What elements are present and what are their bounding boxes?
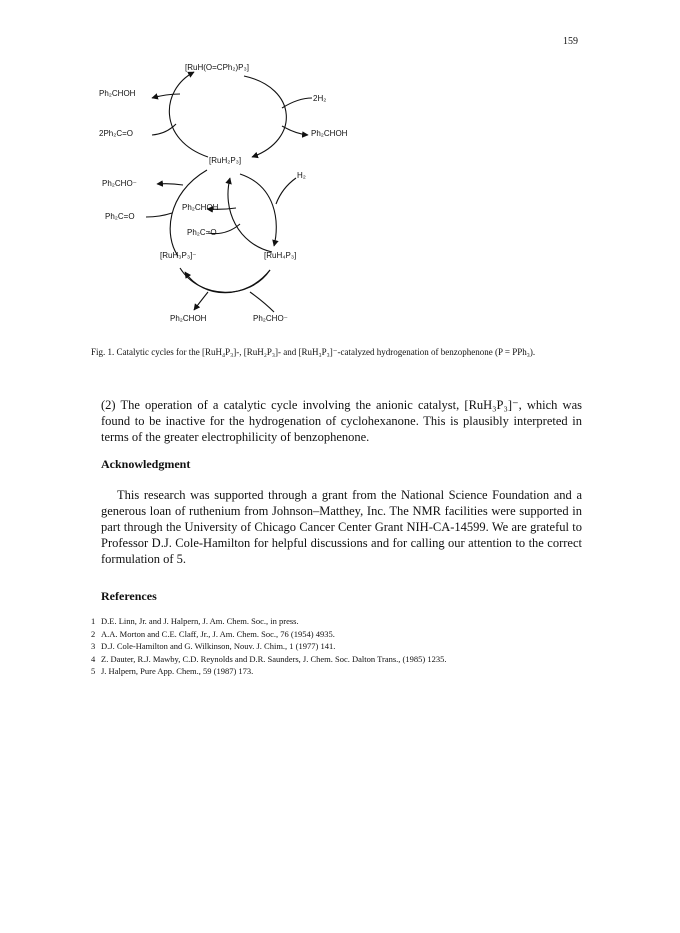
label-ph2co-mid: Ph₂C=O — [187, 228, 217, 237]
label-ph2co-left: Ph₂C=O — [105, 212, 135, 221]
label-ruh2p3: [RuH₂P₃] — [209, 156, 242, 165]
reference-number: 4 — [91, 653, 96, 664]
label-ph2cho-anion-bottom: Ph₂CHO⁻ — [253, 314, 288, 323]
arrow-from-2h2 — [282, 98, 312, 108]
reference-number: 3 — [91, 641, 96, 652]
reference-text: D.J. Cole-Hamilton and G. Wilkinson, Nouv. J. Chim., 1 (1977) 141. — [101, 641, 336, 652]
reference-number: 5 — [91, 666, 96, 677]
reference-number: 1 — [91, 616, 96, 626]
label-2h2: 2H₂ — [313, 94, 327, 103]
arrow-to-ph2choh-right — [282, 126, 308, 135]
reference-item — [91, 615, 586, 628]
bottom-left-arc — [180, 268, 270, 292]
label-ph2choh-bottom: Ph₂CHOH — [170, 314, 207, 323]
reference-text: D.E. Linn, Jr. and J. Halpern, J. Am. Chem. Soc., in press. — [101, 616, 299, 626]
upper-cycle-right-arc — [244, 76, 286, 157]
arrow-from-h2 — [276, 178, 296, 204]
arrow-from-ph2co-left — [146, 213, 172, 217]
arrow-to-ph2choh-bottom — [194, 292, 208, 310]
reference-item — [91, 640, 586, 653]
label-ruh4p3: [RuH₄P₃] — [264, 251, 297, 260]
lower-left-arc — [170, 170, 207, 256]
catalytic-cycle-figure — [0, 0, 680, 340]
cycle-arrows — [0, 0, 680, 340]
reference-list — [91, 615, 586, 678]
label-ph2choh-top-left: Ph₂CHOH — [99, 89, 136, 98]
reference-text: Z. Dauter, R.J. Mawby, C.D. Reynolds and D.R. Saunders, J. Chem. Soc. Dalton Trans., (1985) 1235. — [101, 653, 447, 664]
figure-caption: Fig. 1. Catalytic cycles for the [RuH₄P₃]-, [RuH₂P₃]- and [RuH₃P₃]⁻-catalyzed hydrogenation of benzophenone (P = PPh₃). — [91, 347, 536, 357]
reference-text: A.A. Morton and C.E. Claff, Jr., J. Am. Chem. Soc., 76 (1954) 4935. — [101, 628, 335, 639]
reference-text: J. Halpern, Pure App. Chem., 59 (1987) 173. — [101, 666, 254, 677]
bottom-right-arc — [185, 270, 270, 293]
paragraph-anionic-catalyst: (2) The operation of a catalytic cycle involving the anionic catalyst, [RuH₃P₃]⁻, which was found to be inactive for the hydrogenation of cyclohexanone. This is plausibly interpreted in terms of the greater electrophilicity of benzophenone. — [101, 398, 582, 444]
page-number: 159 — [563, 36, 578, 47]
paragraph-acknowledgment: This research was supported through a grant from the National Science Foundation and a generous loan of ruthenium from Johnson–Matthey, Inc. The NMR facilities were supported in part through the University of Chicago Cancer Center Grant NIH-CA-14599. We are grateful to Professor D.J. Cole-Hamilton for helpful discussions and for calling our attention to the correct formulation of 5. — [101, 488, 582, 566]
arrow-to-ph2cho-anion — [157, 184, 183, 185]
label-ph2choh-mid: Ph₂CHOH — [182, 203, 219, 212]
label-ph2choh-top-right: Ph₂CHOH — [311, 129, 348, 138]
label-2ph2co: 2Ph₂C=O — [99, 129, 134, 138]
upper-cycle-left-arc — [169, 72, 208, 157]
reference-item — [91, 653, 586, 666]
ruh2p3-to-ruh4p3-arc — [240, 174, 276, 246]
ruh4p3-to-ruh2p3-arc — [228, 178, 272, 252]
label-h2: H₂ — [297, 171, 306, 180]
heading-references: References — [101, 589, 157, 603]
reference-number: 2 — [91, 628, 96, 639]
reference-item — [91, 665, 586, 678]
arrow-to-ph2choh-top — [152, 94, 180, 98]
label-ph2cho-anion-left: Ph₂CHO⁻ — [102, 179, 137, 188]
label-ruh-o-cph2-p3: [RuH(O=CPh₂)P₃] — [185, 63, 249, 72]
label-ruh3p3-anion: [RuH₃P₃]⁻ — [160, 251, 197, 260]
heading-acknowledgment: Acknowledgment — [101, 457, 191, 471]
arrow-from-ph2cho-bottom — [250, 292, 274, 312]
reference-item — [91, 628, 586, 641]
